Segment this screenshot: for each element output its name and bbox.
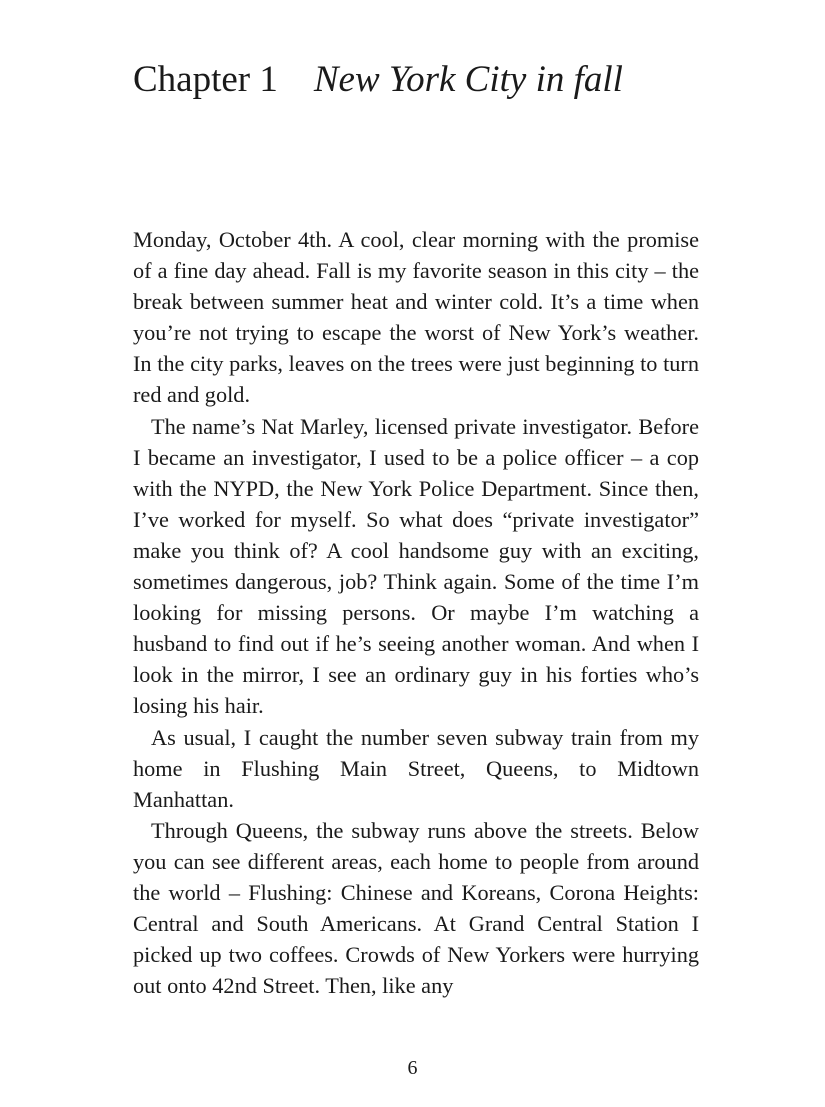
paragraph: As usual, I caught the number seven subway train from my home in Flushing Main Street, Queens, to Midtown Manhattan. (133, 724, 699, 812)
page-number: 6 (407, 1057, 418, 1079)
paragraph: Monday, October 4th. A cool, clear morning with the promise of a fine day ahead. Fall is my favorite season in this city – the break between summer heat and winter cold. It’s a time when you’re not trying to escape the worst of New York’s weather. In the city parks, leaves on the trees were just beginning to turn red and gold. (133, 227, 699, 408)
chapter-heading (133, 56, 733, 104)
paragraph: Through Queens, the subway runs above the streets. Below you can see different areas, each home to people from around the world – Flushing: Chinese and Koreans, Corona Heights: Central and South Americans. At Grand Central Station I picked up two coffees. Crowds of New Yorkers were hurrying out onto 42nd Street. Then, like any (133, 817, 699, 999)
chapter-title: New York City in fall (313, 59, 623, 100)
paragraph: The name’s Nat Marley, licensed private investigator. Before I became an investigator, I used to be a police officer – a cop with the NYPD, the New York Police Department. Since then, I’ve worked for myself. So what does “private investigator” make you think of? A cool handsome guy with an exciting, sometimes dangerous, job? Think again. Some of the time I’m looking for missing persons. Or maybe I’m watching a husband to find out if he’s seeing another woman. And when I look in the mirror, I see an ordinary guy in his forties who’s losing his hair. (133, 413, 699, 719)
body-text (133, 224, 699, 1001)
chapter-number: Chapter 1 (133, 59, 278, 100)
